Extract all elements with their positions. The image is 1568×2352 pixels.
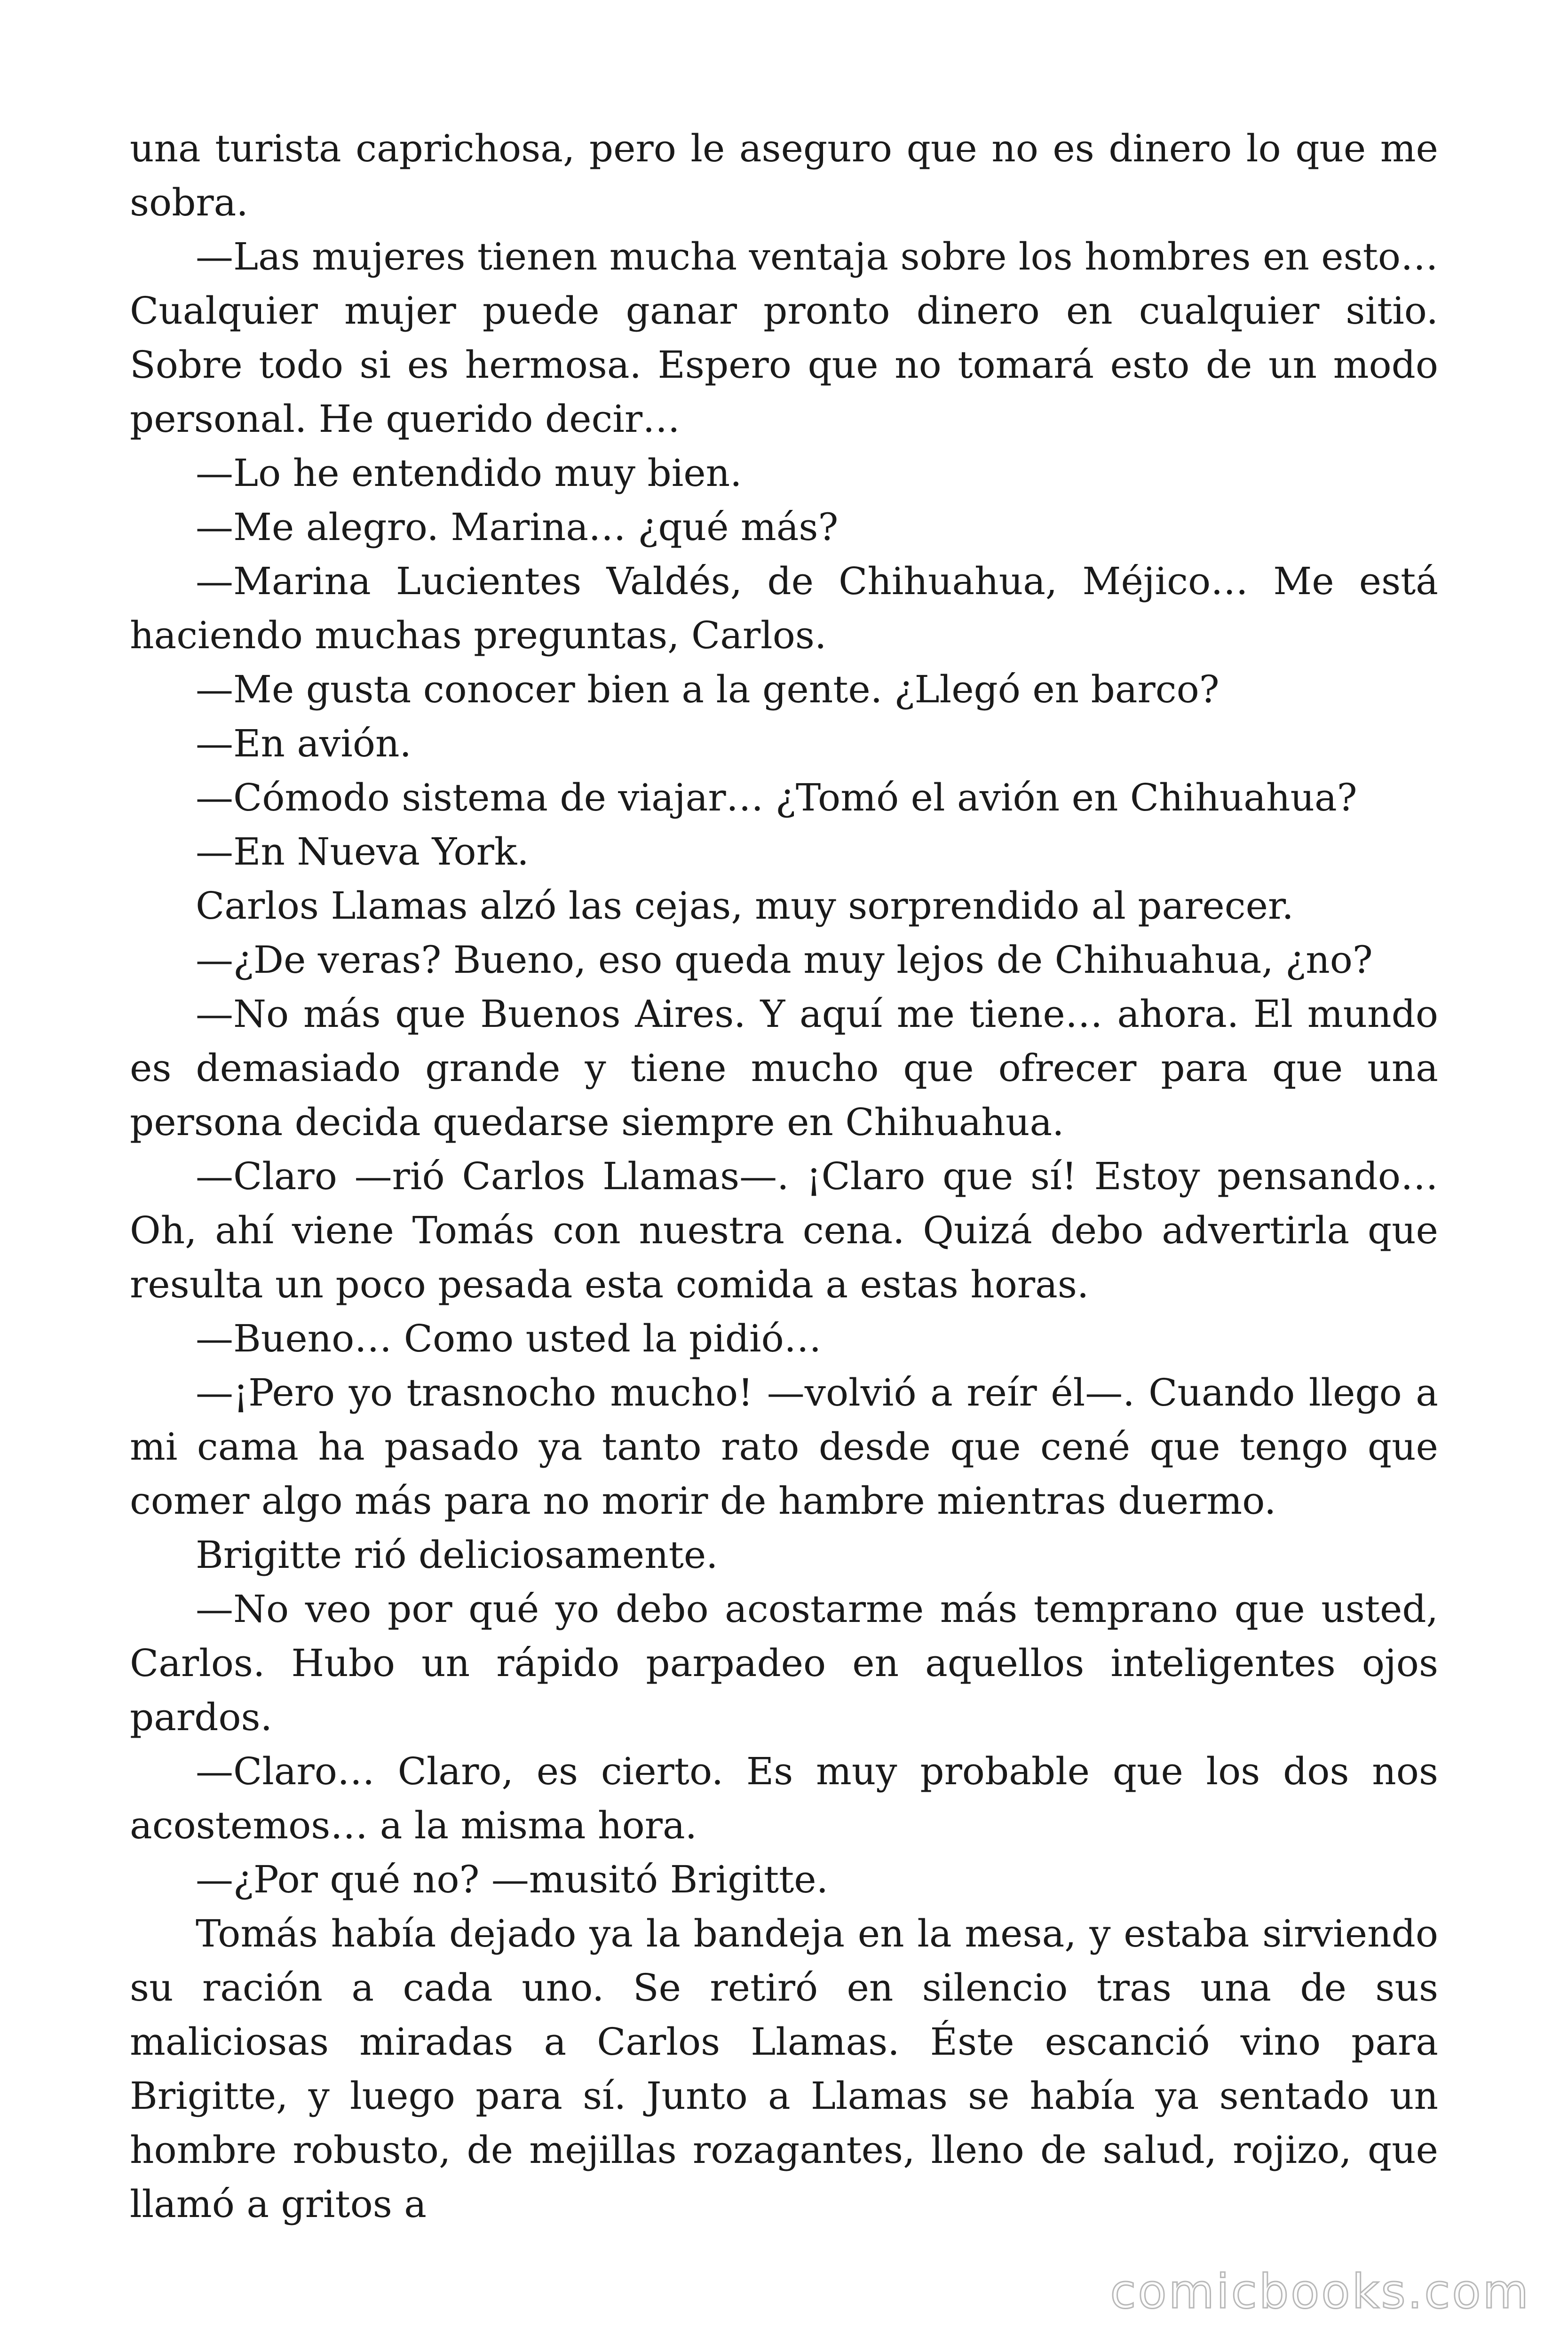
paragraph: —Me alegro. Marina… ¿qué más? [196,505,839,549]
watermark-text: comicbooks.com [1110,2264,1530,2319]
paragraph: —En avión. [196,722,412,765]
paragraph: —En Nueva York. [196,830,529,874]
paragraph: —Bueno… Como usted la pidió… [196,1317,822,1360]
paragraph: —Me gusta conocer bien a la gente. ¿Llegó en barco? [196,667,1220,711]
paragraph: —¿Por qué no? —musitó Brigitte. [196,1858,829,1901]
paragraph: —¿De veras? Bueno, eso queda muy lejos de Chihuahua, ¿no? [196,938,1373,982]
paragraph: —Claro —rió Carlos Llamas—. ¡Claro que sí! Estoy pensando… Oh, ahí viene Tomás con nuestra cena. Quizá debo advertirla que resulta un poco pesada esta comida a estas horas. [130,1154,1438,1306]
paragraph: Tomás había dejado ya la bandeja en la mesa, y estaba sirviendo su ración a cada uno. Se retiró en silencio tras una de sus maliciosas miradas a Carlos Llamas. Éste escanció vino para Brigitte, y luego para sí. Junto a Llamas se había ya sentado un hombre robusto, de mejillas rozagantes, lleno de salud, rojizo, que llamó a gritos a [130,1912,1438,2226]
paragraph: —Cómodo sistema de viajar… ¿Tomó el avión en Chihuahua? [196,776,1357,819]
paragraph: —¡Pero yo trasnocho mucho! —volvió a reír él—. Cuando llego a mi cama ha pasado ya tanto rato desde que cené que tengo que comer algo más para no morir de hambre mientras duermo. [130,1371,1438,1523]
paragraph: —No más que Buenos Aires. Y aquí me tiene… ahora. El mundo es demasiado grande y tiene mucho que ofrecer para que una persona decida quedarse siempre en Chihuahua. [130,992,1438,1144]
paragraph: —Marina Lucientes Valdés, de Chihuahua, Méjico… Me está haciendo muchas preguntas, Carlos. [130,559,1438,657]
paragraph: —No veo por qué yo debo acostarme más temprano que usted, Carlos. Hubo un rápido parpadeo en aquellos inteligentes ojos pardos. [130,1587,1438,1739]
book-page-text [130,121,1438,2231]
paragraph: —Las mujeres tienen mucha ventaja sobre los hombres en esto… Cualquier mujer puede ganar pronto dinero en cualquier sitio. Sobre todo si es hermosa. Espero que no tomará esto de un modo personal. He querido decir… [130,235,1438,441]
paragraph: —Lo he entendido muy bien. [196,451,742,495]
paragraph: —Claro… Claro, es cierto. Es muy probable que los dos nos acostemos… a la misma hora. [130,1749,1438,1847]
paragraph: una turista caprichosa, pero le aseguro que no es dinero lo que me sobra. [130,127,1438,224]
paragraph: Carlos Llamas alzó las cejas, muy sorprendido al parecer. [196,884,1294,928]
paragraph: Brigitte rió deliciosamente. [196,1533,718,1577]
